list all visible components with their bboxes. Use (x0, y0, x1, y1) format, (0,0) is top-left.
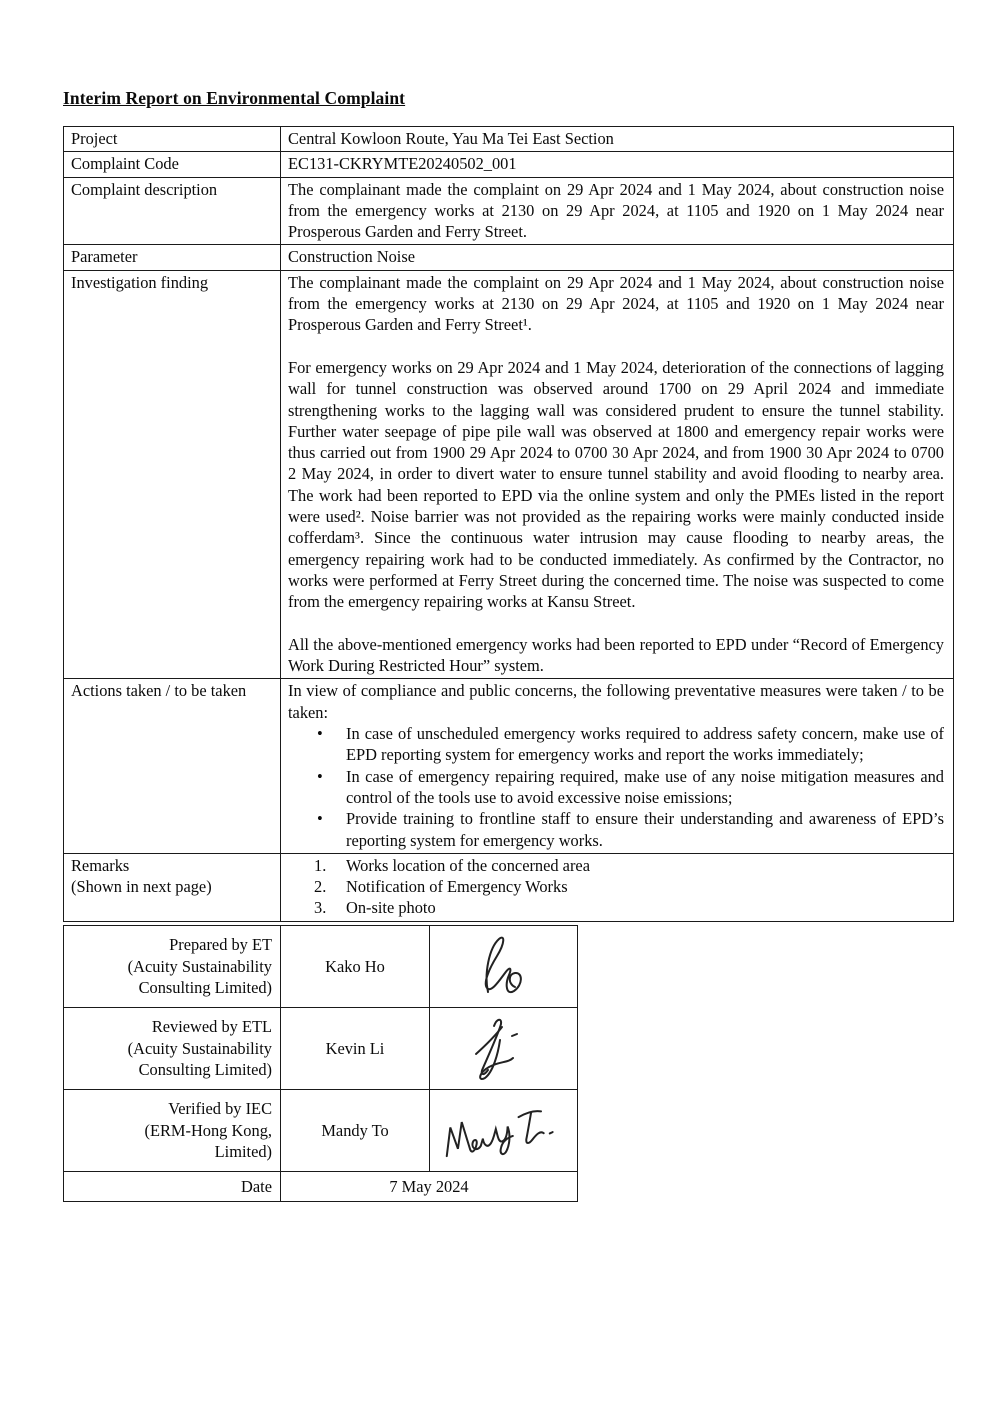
remarks-item-text: Notification of Emergency Works (346, 877, 568, 897)
role-line: Consulting Limited) (138, 977, 272, 997)
investigation-paragraph: All the above-mentioned emergency works had been reported to EPD under “Record of Emergency Work During Restricted Hour” system. (288, 634, 944, 676)
role-line: Reviewed by ETL (151, 1017, 272, 1037)
actions-intro: In view of compliance and public concerns, the following preventative measures were taken / to be taken: (288, 681, 944, 722)
signature-cell-prepared (430, 925, 578, 1007)
bullet-icon: • (317, 724, 323, 744)
actions-bullet-item (288, 808, 944, 851)
investigation-paragraph: For emergency works on 29 Apr 2024 and 1 May 2024, deterioration of the connections of lagging wall for tunnel construction was observed around 1700 on 29 April 2024 and immediate strengthening works to the lagging wall was considered prudent to ensure the tunnel stability. Further water seepage of pipe pile wall was observed at 1800 and emergency repair works were thus carried out from 1900 29 Apr 2024 to 0700 30 Apr 2024, and from 1900 30 Apr 2024 to 0700 2 May 2024, in order to divert water to ensure tunnel stability and avoid flooding to nearby area. The work had been reported to EPD via the online system and only the PMEs listed in the report were used². Noise barrier was not provided as the repairing works were mainly conducted inside cofferdam³. Since the continuous water intrusion may cause flooding to nearby areas, the emergency repairing work had to be conducted immediately. As confirmed by the Contractor, no works were performed at Ferry Street during the concerned time. The noise was suspected to come from the emergency repairing works at Kansu Street. (288, 357, 944, 612)
role-line: (Acuity Sustainability (127, 956, 272, 976)
row-value-project: Central Kowloon Route, Yau Ma Tei East Section (281, 127, 954, 152)
role-line: (Acuity Sustainability (127, 1038, 272, 1058)
remarks-label-line: (Shown in next page) (71, 877, 212, 897)
table-row (64, 270, 954, 679)
list-number: 2. (314, 877, 327, 897)
row-label-parameter: Parameter (64, 245, 281, 270)
remarks-item-text: Works location of the concerned area (346, 855, 590, 875)
role-line: Limited) (214, 1141, 272, 1161)
row-value-complaint-description (281, 177, 954, 245)
signoff-row-date (64, 1171, 578, 1201)
complaint-table (63, 126, 954, 922)
list-number: 3. (314, 898, 327, 918)
row-value-actions (281, 679, 954, 853)
bullet-icon: • (317, 809, 323, 829)
signature-cell-verified (430, 1089, 578, 1171)
signoff-role-verified (64, 1089, 281, 1171)
signoff-row-verified (64, 1089, 578, 1171)
role-line: (ERM-Hong Kong, (144, 1120, 272, 1140)
actions-bullet-item (288, 766, 944, 809)
signoff-row-prepared (64, 925, 578, 1007)
table-row (64, 245, 954, 270)
row-value-remarks (281, 853, 954, 921)
date-label: Date (64, 1171, 281, 1201)
signature-cell-reviewed (430, 1007, 578, 1089)
actions-bullet-text: In case of emergency repairing required, make use of any noise mitigation measures and control of the tools use to avoid excessive noise emissions; (346, 766, 944, 807)
row-label-project: Project (64, 127, 281, 152)
role-line: Consulting Limited) (138, 1059, 272, 1079)
table-row (64, 152, 954, 177)
signoff-name-prepared: Kako Ho (281, 925, 430, 1007)
row-label-complaint-description: Complaint description (64, 177, 281, 245)
signoff-role-prepared (64, 925, 281, 1007)
remarks-label-line: Remarks (71, 855, 130, 875)
table-row (64, 853, 954, 921)
actions-bullet-item (288, 723, 944, 766)
row-value-complaint-code: EC131-CKRYMTE20240502_001 (281, 152, 954, 177)
remarks-item-text: On-site photo (346, 898, 436, 918)
signoff-name-verified: Mandy To (281, 1089, 430, 1171)
actions-bullet-text: In case of unscheduled emergency works required to address safety concern, make use of EPD reporting system for emergency works and report the works immediately; (346, 724, 944, 765)
signoff-role-reviewed (64, 1007, 281, 1089)
page-title: Interim Report on Environmental Complaint (63, 88, 406, 108)
signoff-table (63, 925, 578, 1202)
table-row (64, 679, 954, 853)
role-line: Prepared by ET (169, 935, 272, 955)
signature-kevin-li (444, 1010, 564, 1086)
complaint-description-text: The complainant made the complaint on 29 Apr 2024 and 1 May 2024, about construction noise from the emergency works at 2130 on 29 Apr 2024, at 1105 and 1920 on 1 May 2024 near Prosperous Garden and Ferry Street. (288, 179, 944, 242)
row-value-investigation-finding (281, 270, 954, 679)
row-label-actions: Actions taken / to be taken (64, 679, 281, 853)
signoff-name-reviewed: Kevin Li (281, 1007, 430, 1089)
remarks-list-item (288, 876, 944, 897)
table-row (64, 127, 954, 152)
row-label-remarks (64, 853, 281, 921)
row-label-complaint-code: Complaint Code (64, 152, 281, 177)
signature-kako-ho (444, 928, 564, 1004)
actions-bullet-text: Provide training to frontline staff to ensure their understanding and awareness of EPD’s reporting system for emergency works. (346, 809, 944, 850)
row-value-parameter: Construction Noise (281, 245, 954, 270)
paragraph-gap (288, 336, 944, 357)
table-row (64, 177, 954, 245)
row-label-investigation-finding: Investigation finding (64, 270, 281, 679)
paragraph-gap (288, 613, 944, 634)
remarks-list-item (288, 855, 944, 876)
signature-mandy-to (432, 1089, 575, 1171)
investigation-paragraph: The complainant made the complaint on 29 Apr 2024 and 1 May 2024, about construction noise from the emergency works at 2130 on 29 Apr 2024, at 1105 and 1920 on 1 May 2024 near Prosperous Garden and Ferry Street¹. (288, 272, 944, 335)
bullet-icon: • (317, 766, 323, 786)
remarks-list-item (288, 897, 944, 918)
signoff-row-reviewed (64, 1007, 578, 1089)
role-line: Verified by IEC (168, 1099, 272, 1119)
date-value: 7 May 2024 (281, 1171, 578, 1201)
document-page (63, 88, 954, 1202)
list-number: 1. (314, 855, 327, 875)
